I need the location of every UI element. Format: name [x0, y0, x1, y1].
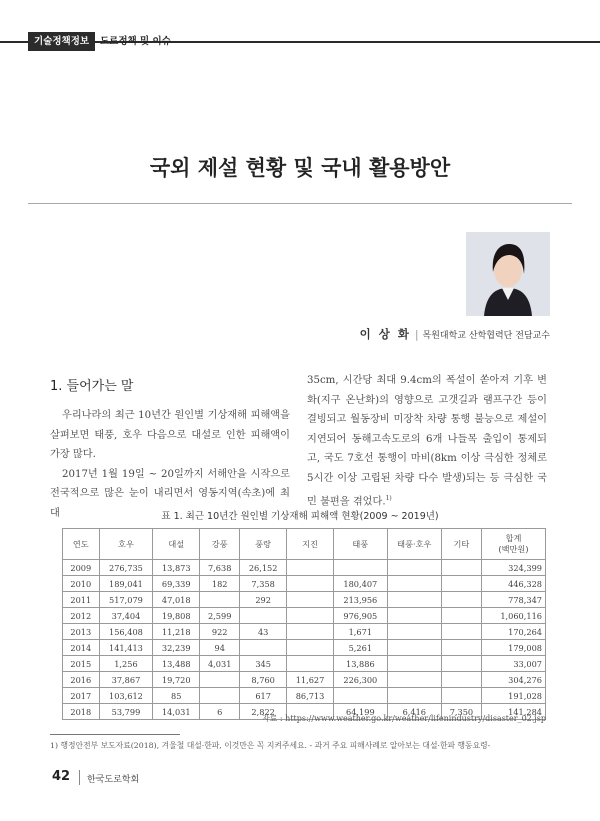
table-cell: 2,599: [200, 608, 240, 624]
table-cell: [387, 608, 441, 624]
table-cell: 324,399: [481, 560, 545, 576]
author-separator: |: [415, 329, 419, 341]
table-header-cell: 기타: [441, 529, 481, 560]
table-header-cell: 호우: [99, 529, 153, 560]
table-cell: 517,079: [99, 592, 153, 608]
table-cell: [387, 592, 441, 608]
table-cell: 276,735: [99, 560, 153, 576]
table-header-row: [63, 529, 546, 560]
table-row: [63, 592, 546, 608]
table-cell: 2010: [63, 576, 100, 592]
table-cell: 37,867: [99, 672, 153, 688]
table-cell: 2,822: [240, 704, 287, 720]
paragraph-3: [307, 371, 547, 512]
table-cell: 2017: [63, 688, 100, 704]
table-cell: [287, 576, 334, 592]
table-header-cell: 태풍·호우: [387, 529, 441, 560]
table-cell: 5,261: [333, 640, 387, 656]
table-row: [63, 688, 546, 704]
table-cell: 1,256: [99, 656, 153, 672]
table-cell: [441, 576, 481, 592]
table-cell: 2013: [63, 624, 100, 640]
table-cell: 170,264: [481, 624, 545, 640]
table-cell: 19,808: [153, 608, 200, 624]
table-cell: [441, 640, 481, 656]
section-heading: 1. 들어가는 말: [50, 379, 134, 394]
table-cell: 304,276: [481, 672, 545, 688]
header-category: 기술정책정보: [28, 32, 95, 51]
table-header-cell: 연도: [63, 529, 100, 560]
table-cell: 2016: [63, 672, 100, 688]
table-cell: 922: [200, 624, 240, 640]
table-header-cell: 강풍: [200, 529, 240, 560]
table-row: [63, 576, 546, 592]
table-cell: [387, 688, 441, 704]
paragraph-3-text: 35cm, 시간당 최대 9.4cm의 폭설이 쏟아져 기후 변화(지구 온난화)의 영향으로 고갯길과 램프구간 등이 결빙되고 월동장비 미장착 차량 통행 불능으로 제설이 지연되어 동해고속도로의 6개 나들목 출입이 통제되고, 국도 7호선 통행이 마비(8km 이상 극심한 정체로 5시간 이상 고립된 차량 다수 발생)되는 등 극심한 국민 불편을 겪었다.: [307, 375, 547, 507]
table-cell: [441, 592, 481, 608]
table-cell: 64,199: [333, 704, 387, 720]
table-cell: 13,873: [153, 560, 200, 576]
table-cell: [441, 560, 481, 576]
table-cell: 33,007: [481, 656, 545, 672]
title-rule: [28, 203, 572, 204]
table-cell: [287, 608, 334, 624]
table-cell: [287, 656, 334, 672]
table-cell: 4,031: [200, 656, 240, 672]
paragraph-2: 2017년 1월 19일 ~ 20일까지 서해안을 시작으로 전국적으로 많은 눈이 내리면서 영동지역(속초)에 최대: [50, 468, 290, 519]
table-cell: [441, 624, 481, 640]
table-cell: [287, 624, 334, 640]
table-cell: 7,358: [240, 576, 287, 592]
table-cell: [441, 608, 481, 624]
table-header-cell: 태풍: [333, 529, 387, 560]
table-caption: 표 1. 최근 10년간 원인별 기상재해 피해액 현황(2009 ~ 2019년): [161, 511, 439, 522]
damage-table: [62, 528, 546, 720]
table-cell: 2009: [63, 560, 100, 576]
table-cell: 11,627: [287, 672, 334, 688]
table-cell: 11,218: [153, 624, 200, 640]
table-header-cell: 풍랑: [240, 529, 287, 560]
table-row: [63, 608, 546, 624]
table-cell: 446,328: [481, 576, 545, 592]
table-row: [63, 640, 546, 656]
table-cell: 85: [153, 688, 200, 704]
table-cell: 180,407: [333, 576, 387, 592]
footer-separator: [79, 770, 80, 785]
table-cell: 2011: [63, 592, 100, 608]
table-header-cell: 지진: [287, 529, 334, 560]
table-cell: 19,720: [153, 672, 200, 688]
page-number: 42: [52, 769, 71, 784]
footnote-ref: 1): [385, 494, 392, 502]
table-cell: 6: [200, 704, 240, 720]
table-cell: 103,612: [99, 688, 153, 704]
table-cell: [441, 656, 481, 672]
table-cell: [200, 672, 240, 688]
article-title: 국외 제설 현황 및 국내 활용방안: [149, 156, 451, 180]
table-cell: 13,488: [153, 656, 200, 672]
table-cell: 94: [200, 640, 240, 656]
table-cell: 182: [200, 576, 240, 592]
table-cell: 226,300: [333, 672, 387, 688]
table-cell: 53,799: [99, 704, 153, 720]
table-cell: 778,347: [481, 592, 545, 608]
table-row: [63, 656, 546, 672]
paragraph-1: 우리나라의 최근 10년간 원인별 기상재해 피해액을 살펴보면 태풍, 호우 다음으로 대설로 인한 피해액이 가장 많다.: [50, 410, 290, 461]
table-cell: 191,028: [481, 688, 545, 704]
table-body: [63, 560, 546, 720]
table-cell: 7,350: [441, 704, 481, 720]
table-cell: 345: [240, 656, 287, 672]
journal-name: 한국도로학회: [87, 775, 140, 785]
table-cell: [200, 592, 240, 608]
table-cell: [387, 624, 441, 640]
table-cell: 141,413: [99, 640, 153, 656]
table-cell: 6,416: [387, 704, 441, 720]
table-cell: 13,886: [333, 656, 387, 672]
table-cell: [287, 592, 334, 608]
table-cell: [441, 672, 481, 688]
right-column: [307, 371, 547, 512]
table-cell: 47,018: [153, 592, 200, 608]
table-cell: [240, 640, 287, 656]
table-cell: 43: [240, 624, 287, 640]
table-cell: 156,408: [99, 624, 153, 640]
header-section: 도로정책 및 이슈: [100, 36, 171, 47]
table-cell: 7,638: [200, 560, 240, 576]
table-cell: [441, 688, 481, 704]
table-row: [63, 560, 546, 576]
table-header-cell: 대설: [153, 529, 200, 560]
table-cell: [287, 560, 334, 576]
table-cell: [240, 608, 287, 624]
table-cell: 26,152: [240, 560, 287, 576]
table-row: [63, 672, 546, 688]
table-cell: 141,284: [481, 704, 545, 720]
table-cell: 1,671: [333, 624, 387, 640]
table-cell: [387, 672, 441, 688]
table-cell: 14,031: [153, 704, 200, 720]
table-cell: [333, 688, 387, 704]
table-cell: 32,239: [153, 640, 200, 656]
table-cell: [333, 560, 387, 576]
table-cell: [387, 576, 441, 592]
author-affiliation: 목원대학교 산학협력단 전담교수: [422, 331, 550, 341]
author-line: [360, 326, 550, 342]
table-cell: 86,713: [287, 688, 334, 704]
table-cell: 2012: [63, 608, 100, 624]
table-cell: [387, 656, 441, 672]
table-cell: [387, 640, 441, 656]
footnote-rule: [50, 734, 180, 735]
author-photo: [466, 232, 550, 316]
footnote: 1) 행정안전부 보도자료(2018), 겨울철 대설·한파, 이것만은 꼭 지켜주세요. - 과거 주요 피해사례로 알아보는 대설·한파 행동요령-: [50, 741, 491, 750]
table-cell: [287, 640, 334, 656]
left-column: [50, 406, 290, 524]
table-cell: [387, 560, 441, 576]
table-cell: 179,008: [481, 640, 545, 656]
table-cell: 2014: [63, 640, 100, 656]
table-cell: 976,905: [333, 608, 387, 624]
table-cell: 37,404: [99, 608, 153, 624]
table-cell: 2018: [63, 704, 100, 720]
table-row: [63, 624, 546, 640]
table-cell: 189,041: [99, 576, 153, 592]
table-cell: [200, 688, 240, 704]
table-cell: 292: [240, 592, 287, 608]
author-name: 이 상 화: [359, 327, 411, 341]
table-cell: 8,760: [240, 672, 287, 688]
table-cell: 1,060,116: [481, 608, 545, 624]
table-header-cell: 합계 (백만원): [481, 529, 545, 560]
table-cell: 617: [240, 688, 287, 704]
table-cell: 213,956: [333, 592, 387, 608]
table-source: 자료 : https://www.weather.go.kr/weather/lifenindustry/disaster_02.jsp: [261, 714, 546, 723]
table-cell: 2015: [63, 656, 100, 672]
table-cell: 69,339: [153, 576, 200, 592]
